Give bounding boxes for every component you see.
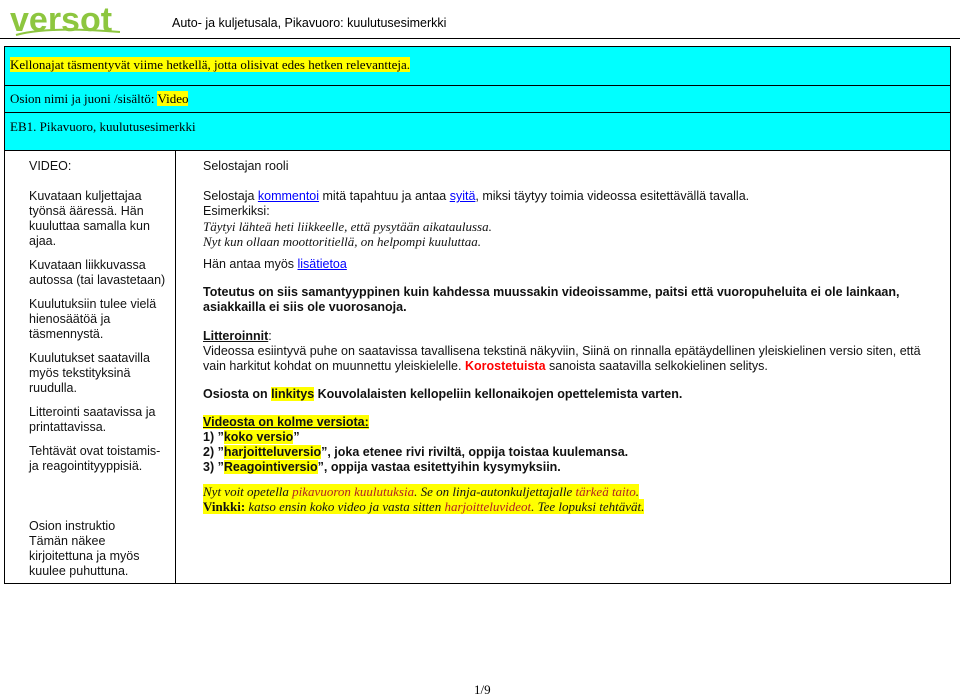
example-1: Täytyi lähteä heti liikkeelle, että pysytään aikataulussa. (203, 219, 492, 234)
content-table (4, 46, 951, 584)
version-1: 1) ”koko versio” (203, 430, 300, 444)
versot-logo (8, 2, 126, 38)
video-note-4: Kuulutukset saatavilla myös tekstityksinä ruudulla. (29, 351, 150, 395)
video-note-2: Kuvataan liikkuvassa autossa (tai lavastetaan) (29, 258, 166, 287)
implementation-note: Toteutus on siis samantyyppinen kuin kahdessa muussakin videoissamme, paitsi että vuoropuheluita ei ole lainkaan, asiakkailla ei siis ole vuorosanoja. (203, 285, 900, 314)
video-note-3: Kuulutuksiin tulee vielä hienosäätöä ja täsmennystä. (29, 297, 157, 341)
banner-note-row (5, 47, 951, 86)
video-note-6: Tehtävät ovat toistamis- ja reagointityyppisiä. (29, 444, 161, 473)
versions-heading: Videosta on kolme versiota: (203, 415, 369, 429)
learner-instruction: Nyt voit opetella pikavuoron kuulutuksia. Se on linja-autonkuljettajalle tärkeä taito. Vinkki: katso ensin koko video ja vasta sitten harjoitteluvideot. Tee lopuksi tehtävät. (203, 484, 645, 514)
content-row (5, 151, 951, 584)
instruction-title: Osion instruktio (29, 519, 116, 533)
link-paragraph: Osiosta on linkitys Kouvolalaisten kellopeliin kellonaikojen opettelemista varten. (203, 387, 683, 401)
transcripts-paragraph: Litteroinnit: Videossa esiintyvä puhe on saatavissa tavallisena tekstinä näkyviin, Siinä on rinnalla epätäydellinen yleiskielinen versio siten, että vain harkitut kohdat on muunnettu yleiskielelle. Korostetuista sanoista saatavilla selkokielinen selitys. (203, 329, 921, 373)
narrator-paragraph-1: Selostaja kommentoi mitä tapahtuu ja antaa syitä, miksi täytyy toimia videossa esitettävällä tavalla. (203, 189, 750, 203)
section-code: EB1. Pikavuoro, kuulutusesimerkki (10, 119, 196, 134)
video-note-1: Kuvataan kuljettajaa työnsä ääressä. Hän kuuluttaa samalla kun ajaa. (29, 189, 150, 248)
example-2: Nyt kun ollaan moottoritiellä, on helpompi kuuluttaa. (203, 234, 482, 249)
highlighted-words: Korostetuista (464, 359, 546, 373)
linkitys-link[interactable]: linkitys (271, 387, 315, 401)
syita-link[interactable]: syitä (449, 189, 476, 203)
page-number: 1/9 (474, 682, 491, 697)
section-label: Osion nimi ja juoni /sisältö: (10, 91, 158, 106)
header-divider (0, 38, 960, 39)
version-3: 3) ”Reagointiversio”, oppija vastaa esitettyihin kysymyksiin. (203, 460, 561, 474)
section-value: Video (157, 91, 189, 106)
kommentoi-link[interactable]: kommentoi (257, 189, 320, 203)
transcripts-heading: Litteroinnit (203, 329, 269, 343)
video-heading: VIDEO: (29, 159, 72, 173)
video-note-5: Litterointi saatavissa ja printattavissa. (29, 405, 156, 434)
section-code-row (5, 113, 951, 151)
banner-note: Kellonajat täsmentyvät viime hetkellä, jotta olisivat edes hetken relevantteja. (10, 57, 410, 72)
narrator-paragraph-2: Hän antaa myös lisätietoa (203, 257, 347, 271)
narrator-heading: Selostajan rooli (203, 159, 289, 173)
svg-text:versot: versot (10, 2, 113, 38)
document-header-title: Auto- ja kuljetusala, Pikavuoro: kuulutusesimerkki (172, 16, 447, 30)
video-column (5, 151, 176, 584)
section-name-row (5, 86, 951, 113)
lisatietoa-link[interactable]: lisätietoa (297, 257, 347, 271)
example-label: Esimerkiksi: (203, 204, 270, 218)
version-2: 2) ”harjoitteluversio”, joka etenee rivi riviltä, oppija toistaa kuulemansa. (203, 445, 629, 459)
instruction-text: Tämän näkee kirjoitettuna ja myös kuulee puhuttuna. (29, 534, 140, 578)
narrator-column (176, 151, 951, 584)
